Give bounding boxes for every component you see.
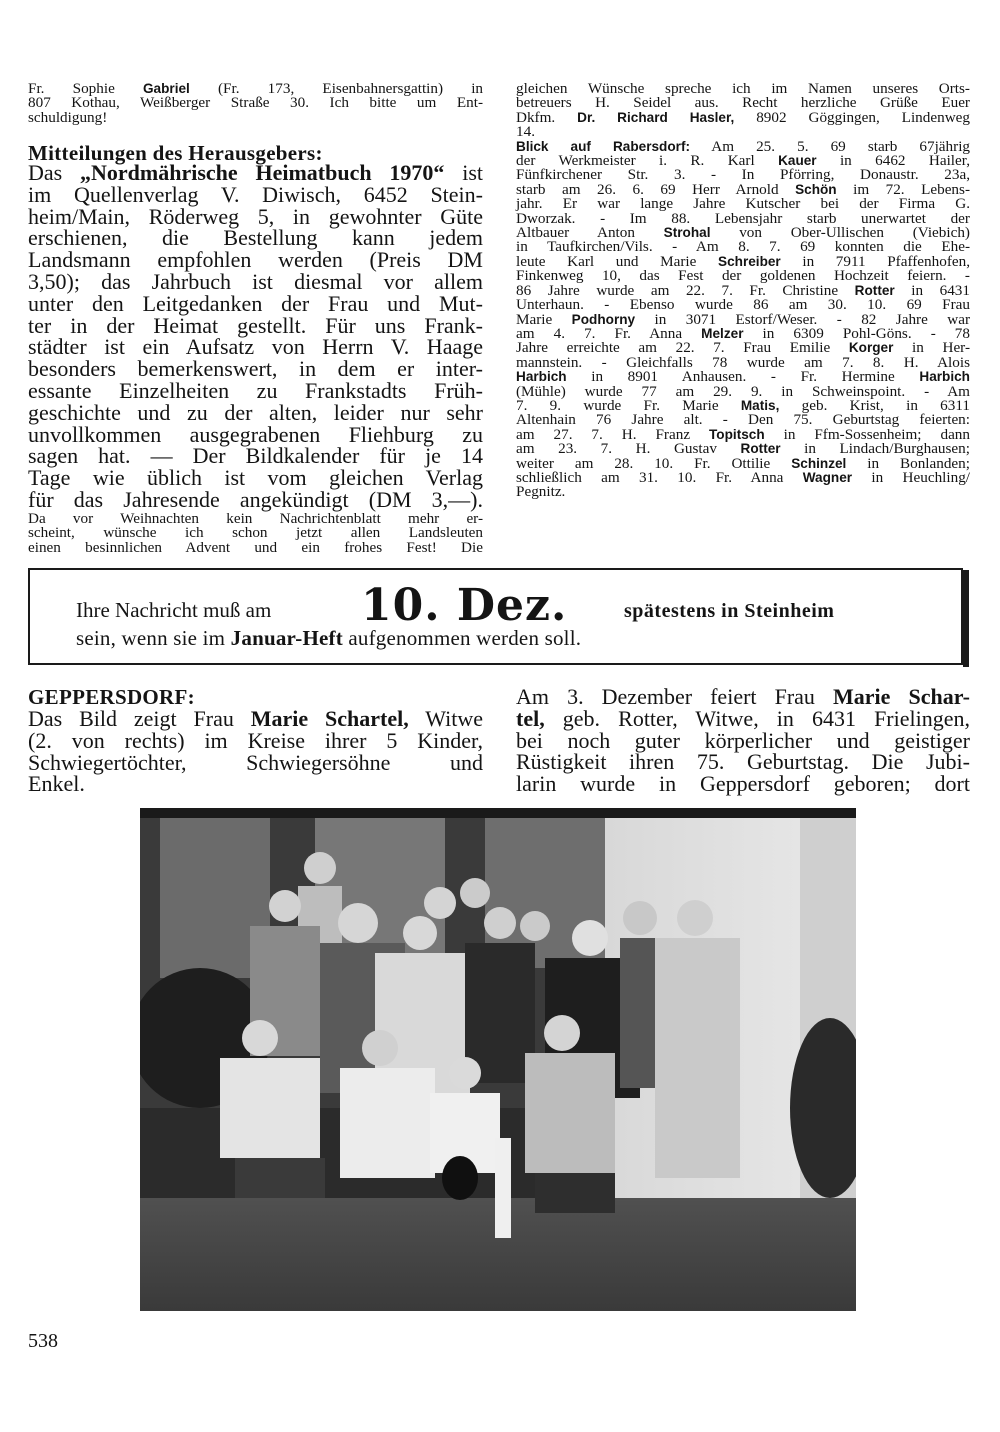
publisher-line-9: städter ist ein Aufsatz von Herrn V. Haage — [28, 334, 483, 360]
geppersdorf-left-paragraph — [28, 708, 483, 795]
left-intro-paragraph — [28, 82, 483, 125]
news-line-25: am 27. 7. H. Franz Topitsch in Ffm-Sossenheim; dann — [516, 425, 970, 443]
notice-text-line-2: sein, wenn sie im Januar-Heft aufgenommen werden soll. — [76, 626, 582, 650]
christmas-greeting — [28, 512, 483, 555]
news-line-24: Altenhain 76 Jahre alt. - Den 75. Geburtstag feierten: — [516, 411, 970, 429]
gepp-right-line-2: tel, geb. Rotter, Witwe, in 6431 Frielingen, — [516, 705, 970, 731]
greeting-line-1: Da vor Weihnachten kein Nachrichtenblatt mehr er- — [28, 510, 483, 527]
notice-deadline-date: 10. Dez. — [361, 580, 568, 631]
news-line-7: Fünfkirchener Str. 3. - In Pförring, Donaustr. 23a, — [516, 166, 970, 184]
news-line-18: am 4. 7. Fr. Anna Melzer in 6309 Pohl-Göns. - 78 — [516, 324, 970, 342]
news-line-14: Finkenweg 10, das Fest der goldenen Hochzeit feiern. - — [516, 267, 970, 285]
publisher-line-7: unter den Leitgedanken der Frau und Mut- — [28, 290, 483, 316]
gepp-left-line-3: Schwiegertöchter, Schwiegersöhne und — [28, 749, 483, 775]
news-line-1: gleichen Wünsche spreche ich im Namen unseres Orts- — [516, 80, 970, 97]
news-line-8: starb am 26. 6. 69 Herr Arnold Schön im 72. Lebens- — [516, 180, 970, 198]
notice-box-shadow — [963, 570, 969, 667]
greeting-line-3: einen besinnlichen Advent und ein frohes Fest! Die — [28, 538, 483, 556]
news-line-3: Dkfm. Dr. Richard Hasler, 8902 Göggingen, Lindenweg — [516, 108, 971, 126]
gepp-right-line-3: bei noch guter körperlicher und geistiger — [516, 727, 970, 753]
section-rabersdorf: Blick auf Rabersdorf: — [516, 138, 691, 154]
publisher-line-12: geschichte und zu der alten, leider nur sehr — [28, 399, 483, 425]
notice-text-left: Ihre Nachricht muß am — [76, 598, 272, 622]
news-line-19: Jahre erreichte am 22. 7. Frau Emilie Korger in Her- — [516, 339, 970, 357]
publisher-line-6: 3,50); das Jahrbuch ist diesmal vor allem — [28, 268, 483, 294]
publisher-line-14: sagen hat. — Der Bildkalender für je 14 — [28, 443, 483, 469]
news-line-22: (Mühle) wurde 77 am 29. 9. in Schweinspoint. - Am — [516, 382, 970, 400]
publisher-line-10: besonders bemerkenswert, in dem er inter- — [28, 356, 483, 382]
news-line-4: 14. — [516, 123, 535, 141]
publisher-line-3: heim/Main, Röderweg 5, in gewohnter Güte — [28, 203, 483, 229]
gepp-left-line-4: Enkel. — [28, 771, 85, 797]
publisher-line-8: ter in der Heimat gestellt. Für uns Frank- — [28, 312, 483, 338]
news-line-5: Blick auf Rabersdorf: Am 25. 5. 69 starb 67jährig — [516, 137, 971, 155]
intro-line-1: Fr. Sophie Gabriel (Fr. 173, Eisenbahnersgattin) in — [28, 80, 484, 97]
news-line-12: in Taufkirchen/Vils. - Am 8. 7. 69 konnten die Ehe- — [516, 238, 970, 256]
news-line-17: Marie Podhorny in 3071 Estorf/Weser. - 82 Jahre war — [516, 310, 971, 328]
news-line-13: leute Karl und Marie Schreiber in 7911 Pfaffenhofen, — [516, 252, 971, 270]
photo-illustration — [140, 808, 856, 1311]
deadline-notice-box — [28, 568, 963, 665]
notice-text-right: spätestens in Steinheim — [624, 600, 835, 622]
geppersdorf-heading: GEPPERSDORF: — [28, 685, 195, 709]
news-line-26: am 23. 7. H. Gustav Rotter in Lindach/Burghausen; — [516, 440, 970, 458]
right-news-column — [516, 82, 970, 500]
greeting-line-2: scheint, wünsche ich schon jetzt allen Landsleuten — [28, 524, 483, 542]
page-number: 538 — [28, 1330, 58, 1352]
publisher-line-4: erschienen, die Bestellung kann jedem — [28, 225, 483, 251]
geppersdorf-right-paragraph — [516, 686, 970, 795]
gepp-right-line-1: Am 3. Dezember feiert Frau Marie Schar- — [516, 684, 970, 709]
news-line-23: 7. 9. wurde Fr. Marie Matis, geb. Krist, in 6311 — [516, 396, 970, 414]
news-line-20: mannstein. - Gleichfalls 78 wurde am 7. 8. H. Alois — [516, 353, 970, 371]
publisher-line-16: für das Jahresende angekündigt (DM 3,—). — [28, 486, 483, 512]
gepp-right-line-4: Rüstigkeit ihren 75. Geburtstag. Die Jubi- — [516, 749, 970, 775]
publisher-line-15: Tage wie üblich ist vom gleichen Verlag — [28, 465, 483, 491]
news-line-15: 86 Jahre wurde am 22. 7. Fr. Christine Rotter in 6431 — [516, 281, 970, 299]
publisher-line-13: unvollkommen ausgegrabenen Fliehburg zu — [28, 421, 483, 447]
news-line-21: Harbich in 8901 Anhausen. - Fr. Hermine Harbich — [516, 368, 970, 386]
publisher-heading: Mitteilungen des Herausgebers: — [28, 141, 323, 165]
news-line-28: schließlich am 31. 10. Fr. Anna Wagner in Heuchling/ — [516, 468, 971, 486]
publisher-line-11: essante Einzelheiten zu Frankstadts Früh- — [28, 377, 483, 403]
publisher-line-5: Landsmann empfohlen werden (Preis DM — [28, 247, 483, 273]
name-gabriel: Gabriel — [142, 81, 190, 96]
publisher-paragraph — [28, 162, 483, 511]
news-line-10: Dworzak. - Im 88. Lebensjahr starb unerwartet der — [516, 209, 970, 227]
gepp-left-line-1: Das Bild zeigt Frau Marie Schartel, Witwe — [28, 706, 483, 731]
name-hasler: Dr. Richard Hasler, — [577, 109, 735, 125]
news-line-16: Unterhaun. - Ebenso wurde 86 am 30. 10. 69 Frau — [516, 296, 970, 314]
news-line-11: Altbauer Anton Strohal von Ober-Ullischen (Viebich) — [516, 224, 970, 242]
gepp-left-line-2: (2. von rechts) im Kreise ihrer 5 Kinder, — [28, 727, 483, 753]
news-line-9: jahr. Er war lange Jahre Kutscher bei der Firma G. — [516, 195, 970, 213]
publisher-line-1: Das „Nordmährische Heimatbuch 1970“ ist — [28, 160, 483, 185]
news-line-6: der Werkmeister i. R. Karl Kauer in 6462 Hailer, — [516, 152, 970, 170]
intro-line-3: schuldigung! — [28, 108, 108, 126]
news-line-27: weiter am 28. 10. Fr. Ottilie Schinzel in Bonlanden; — [516, 454, 970, 472]
news-line-2: betreuers H. Seidel aus. Recht herzliche Grüße Euer — [516, 94, 970, 112]
family-group-photo — [140, 808, 856, 1311]
news-line-29: Pegnitz. — [516, 483, 566, 501]
notice-januar-heft: Januar-Heft — [230, 626, 343, 650]
publisher-line-2: im Quellenverlag V. Diwisch, 6452 Stein- — [28, 181, 483, 207]
intro-line-2: 807 Kothau, Weißberger Straße 30. Ich bitte um Ent- — [28, 94, 483, 112]
heimatbuch-title: „Nordmährische Heimatbuch 1970“ — [80, 160, 445, 185]
gepp-right-line-5: larin wurde in Geppersdorf geboren; dort — [516, 771, 970, 797]
